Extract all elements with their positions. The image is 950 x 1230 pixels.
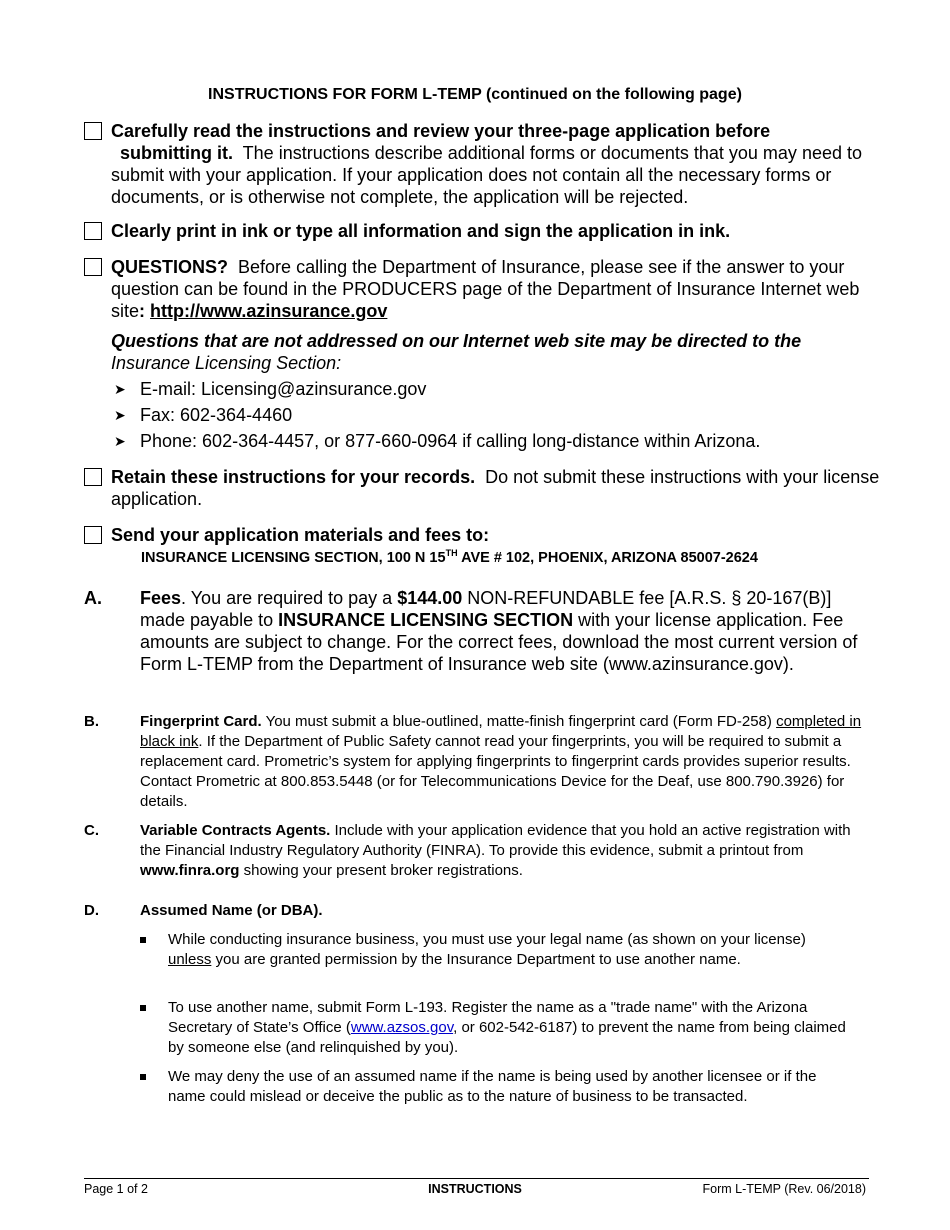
assumed-bullet-3 — [140, 1067, 848, 1107]
fingerprint-heading: Fingerprint Card. — [140, 713, 262, 730]
section-letter: C. — [84, 822, 99, 839]
print-heading: Clearly print in ink or type all information and sign the application in ink. — [111, 221, 731, 241]
variable-text-1: Include with your application evidence that you hold an active registration with the Financial Industry Regulatory Authority (FINRA). To provide this evidence, submit a printout from — [140, 822, 851, 859]
retain-text: Do not submit these instructions with your license application. — [111, 467, 880, 509]
checklist-item-send — [84, 524, 881, 546]
checklist-item-review — [84, 120, 881, 208]
contact-fax — [114, 404, 292, 426]
fees-text-3: with your license application. Fee amounts are subject to change. For the correct fees, download the most current version of Form L-TEMP from the Department of Insurance web site (www.azinsurance.gov). — [140, 610, 858, 674]
fingerprint-underline: completed in black ink — [140, 713, 862, 750]
fees-text-2: NON-REFUNDABLE fee [A.R.S. § 20-167(B)] made payable to — [140, 588, 832, 630]
fingerprint-text-2: . If the Department of Public Safety cannot read your fingerprints, you will be required to submit a replacement card. Prometric’s system for applying fingerprints to fingerprint cards provides superior results. Contact Prometric at 800.853.5448 (or for Telecommunications Device for the Deaf, use 800.790.3926) for details. — [140, 733, 851, 810]
subnote-bold: Questions that are not addressed on our Internet web site may be directed to the — [111, 331, 802, 351]
address-sup: TH — [445, 548, 458, 558]
contact-phone-text: Phone: 602-364-4457, or 877-660-0964 if calling long-distance within Arizona. — [140, 431, 761, 451]
finra-site: www.finra.org — [140, 862, 240, 879]
checklist-item-retain — [84, 466, 881, 510]
bullet1-text-2: you are granted permission by the Insurance Department to use another name. — [211, 951, 741, 968]
fee-payee: INSURANCE LICENSING SECTION — [278, 610, 574, 630]
arrow-bullet-icon: ➤ — [114, 407, 126, 423]
review-text: The instructions describe additional forms or documents that you may need to submit with your application. If your application does not contain all the necessary forms or documents, or is otherwise not complete, the application will be rejected. — [111, 143, 862, 207]
footer-center-label: INSTRUCTIONS — [428, 1182, 522, 1196]
fees-heading: Fees — [140, 588, 182, 608]
questions-colon: : — [139, 301, 146, 321]
address-part1: INSURANCE LICENSING SECTION, 100 N 15 — [141, 549, 446, 566]
bullet3-text: We may deny the use of an assumed name if the name is being used by another licensee or if the name could mislead or deceive the public as to the nature of business to be transacted. — [168, 1068, 817, 1105]
bullet2-text-2: , or 602-542-6187) to prevent the name from being claimed by someone else (and relinquished by you). — [168, 1019, 846, 1056]
questions-url-link[interactable]: http://www.azinsurance.gov — [150, 301, 388, 321]
square-bullet-icon — [140, 937, 146, 943]
fee-amount: $144.00 — [397, 588, 463, 608]
contact-email-text: E-mail: Licensing@azinsurance.gov — [140, 379, 427, 399]
checklist-item-print — [84, 220, 881, 242]
section-b-fingerprint — [84, 712, 870, 812]
checkbox-print[interactable] — [84, 222, 102, 240]
assumed-heading: Assumed Name (or DBA). — [140, 902, 323, 919]
variable-text-2: showing your present broker registrations. — [239, 862, 523, 879]
retain-heading: Retain these instructions for your records. — [111, 467, 476, 487]
square-bullet-icon — [140, 1005, 146, 1011]
checkbox-retain[interactable] — [84, 468, 102, 486]
footer-divider — [84, 1178, 869, 1179]
section-c-variable-contracts — [84, 821, 870, 881]
section-letter: B. — [84, 713, 99, 730]
fingerprint-text-1: You must submit a blue-outlined, matte-finish fingerprint card (Form FD-258) — [261, 713, 777, 730]
assumed-bullet-1 — [140, 930, 848, 970]
review-heading-cont: submitting it. — [120, 143, 233, 163]
footer-form-revision: Form L-TEMP (Rev. 06/2018) — [702, 1182, 866, 1196]
fees-text-1: . You are required to pay a — [181, 588, 398, 608]
mailing-address — [141, 548, 758, 566]
variable-heading: Variable Contracts Agents. — [140, 822, 331, 839]
checklist-item-questions — [84, 256, 881, 322]
bullet1-text-1: While conducting insurance business, you must use your legal name (as shown on your license) — [168, 931, 806, 948]
contact-fax-text: Fax: 602-364-4460 — [140, 405, 293, 425]
questions-subnote — [111, 330, 871, 374]
page-title: INSTRUCTIONS FOR FORM L-TEMP (continued on the following page) — [208, 86, 742, 103]
questions-heading: QUESTIONS? — [111, 257, 229, 277]
assumed-bullet-2 — [140, 998, 848, 1058]
section-d-assumed-name — [84, 901, 870, 921]
bullet2-text-1: To use another name, submit Form L-193. Register the name as a "trade name" with the Arizona Secretary of State’s Office ( — [168, 999, 808, 1036]
checkbox-review[interactable] — [84, 122, 102, 140]
questions-text: Before calling the Department of Insurance, please see if the answer to your question can be found in the PRODUCERS page of the Department of Insurance Internet web site — [111, 257, 860, 321]
arrow-bullet-icon: ➤ — [114, 433, 126, 449]
contact-phone — [114, 430, 760, 452]
checkbox-send[interactable] — [84, 526, 102, 544]
footer-page-number: Page 1 of 2 — [84, 1182, 148, 1196]
subnote-italic: Insurance Licensing Section: — [111, 353, 342, 373]
send-heading: Send your application materials and fees to: — [111, 525, 490, 545]
address-part2: AVE # 102, PHOENIX, ARIZONA 85007-2624 — [457, 549, 758, 566]
section-letter: D. — [84, 902, 99, 919]
section-letter: A. — [84, 588, 102, 608]
bullet1-unless: unless — [168, 951, 212, 968]
review-heading: Carefully read the instructions and review your three-page application before — [111, 121, 771, 141]
square-bullet-icon — [140, 1074, 146, 1080]
azsos-link[interactable]: www.azsos.gov — [350, 1019, 454, 1036]
contact-email — [114, 378, 426, 400]
checkbox-questions[interactable] — [84, 258, 102, 276]
arrow-bullet-icon: ➤ — [114, 381, 126, 397]
section-a-fees — [84, 587, 870, 675]
